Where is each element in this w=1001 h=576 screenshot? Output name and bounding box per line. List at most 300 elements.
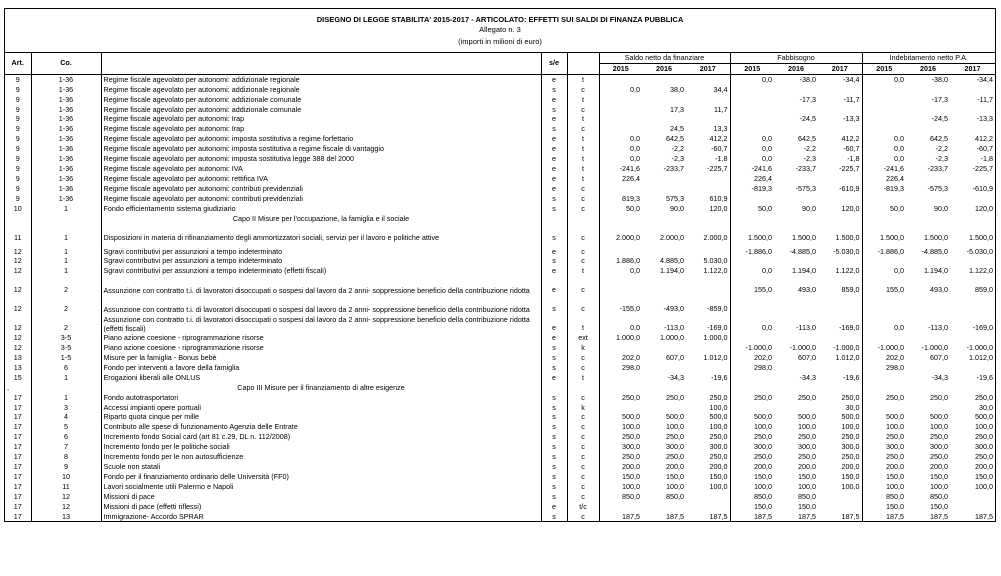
- cell-value: [818, 256, 862, 266]
- cell-value: 300,0: [818, 442, 862, 452]
- cell-type: t: [567, 134, 599, 144]
- group-indebitamento: Indebitamento netto P.A.: [862, 53, 995, 63]
- cell-value: 412,2: [686, 134, 730, 144]
- cell-co: 1-36: [31, 154, 101, 164]
- cell-value: 250,0: [666, 392, 684, 402]
- cell-value: 1.886,0: [616, 256, 640, 266]
- cell-value: [599, 383, 642, 393]
- sheet-title: DISEGNO DI LEGGE STABILITA' 2015-2017 - ARTICOLATO: EFFETTI SUI SALDI DI FINANZA PUBBLICA: [316, 15, 684, 24]
- cell-se: s: [541, 442, 567, 452]
- table-row: [5, 223, 995, 242]
- cell-value: [906, 105, 950, 115]
- cell-desc: Sgravi contributivi per assunzioni a tempo indeterminato (effetti fiscali): [101, 266, 541, 276]
- cell-value: -17,3: [931, 94, 949, 104]
- cell-value: 100,0: [798, 422, 817, 432]
- cell-se: s: [541, 432, 567, 442]
- cell-type: c: [567, 432, 599, 442]
- cell-value: [642, 174, 686, 184]
- cell-art: 9: [5, 114, 31, 124]
- cell-value: 250,0: [798, 452, 817, 462]
- cell-co: 2: [31, 295, 101, 314]
- cell-desc: Regime fiscale agevolato per autonomi: addizionale regionale: [101, 85, 541, 95]
- cell-value: [774, 333, 818, 343]
- cell-value: 298,0: [754, 362, 773, 372]
- table-row: [5, 114, 995, 124]
- cell-value: [950, 383, 995, 393]
- cell-type: c: [567, 256, 599, 266]
- cell-value: 100,0: [930, 481, 949, 491]
- table-row: [5, 403, 995, 413]
- table-row: [5, 184, 995, 194]
- cell-se: s: [541, 482, 567, 492]
- cell-value: 200,0: [930, 462, 949, 471]
- cell-value: [642, 242, 686, 256]
- cell-desc: Assunzione con contratto t.i. di lavoratori disoccupati o sospesi dal lavoro da 2 anni- soppressione beneficio della contribuzione ridotta (effetti fiscali): [101, 314, 541, 333]
- cell-value: 187,5: [886, 511, 905, 521]
- cell-value: 1.012,0: [969, 353, 994, 363]
- cell-value: 0,0: [630, 154, 640, 164]
- cell-co: 1-36: [31, 134, 101, 144]
- cell-value: 250,0: [686, 393, 730, 403]
- cell-value: 850,0: [930, 491, 949, 501]
- cell-co: 3: [31, 403, 101, 413]
- year-header: 2016: [906, 63, 950, 74]
- cell-value: 100,0: [886, 481, 905, 491]
- cell-type: c: [567, 204, 599, 214]
- cell-type: c: [567, 353, 599, 363]
- cell-value: [774, 403, 818, 413]
- cell-value: 0,0: [762, 154, 773, 164]
- cell-art: ,: [5, 383, 31, 393]
- cell-type: t: [567, 95, 599, 105]
- cell-value: 642,5: [798, 134, 817, 144]
- cell-value: [774, 124, 818, 134]
- cell-type: c: [567, 472, 599, 482]
- cell-value: [599, 214, 642, 224]
- table-row: [5, 363, 995, 373]
- table-row: [5, 174, 995, 184]
- effects-table: [5, 53, 995, 521]
- cell-value: -24,5: [931, 114, 949, 124]
- cell-co: 1-36: [31, 194, 101, 204]
- cell-desc: Accessi impianti opere portuali: [101, 403, 541, 413]
- cell-se: s: [541, 412, 567, 422]
- table-body: [5, 74, 995, 521]
- cell-value: 200,0: [798, 462, 817, 471]
- cell-desc: Fondo per il finanziamento ordinario delle Università (FF0): [101, 472, 541, 482]
- year-header: 2015: [730, 63, 774, 74]
- cell-value: [686, 502, 730, 512]
- cell-value: [686, 343, 730, 353]
- cell-desc: Missioni di pace (effetti riflessi): [101, 502, 541, 512]
- cell-value: 250,0: [930, 452, 949, 462]
- cell-value: 100,0: [686, 422, 730, 432]
- cell-value: [642, 343, 686, 353]
- cell-se: s: [541, 422, 567, 432]
- cell-se: s: [541, 124, 567, 134]
- cell-value: -233,7: [663, 163, 684, 173]
- cell-value: -1,8: [980, 154, 994, 164]
- cell-type: c: [567, 492, 599, 502]
- cell-type: k: [567, 403, 599, 413]
- cell-art: 17: [5, 492, 31, 502]
- cell-art: 9: [5, 134, 31, 144]
- cell-value: -2,3: [935, 154, 949, 164]
- cell-type: c: [567, 276, 599, 295]
- cell-co: 1: [31, 393, 101, 403]
- cell-art: 17: [5, 403, 31, 413]
- cell-value: [599, 502, 642, 512]
- cell-value: 607,0: [798, 353, 817, 363]
- cell-co: 12: [31, 502, 101, 512]
- cell-value: 300,0: [798, 442, 817, 452]
- sheet-header: [5, 9, 995, 53]
- cell-value: 250,0: [975, 432, 994, 442]
- cell-se: s: [541, 492, 567, 502]
- cell-co: 1: [31, 204, 101, 214]
- cell-value: 100,0: [975, 422, 994, 432]
- units-label: (importi in milioni di euro): [458, 37, 542, 46]
- cell-value: [862, 124, 906, 134]
- cell-value: 493,0: [930, 285, 949, 295]
- cell-desc: Incremento fondo per le non autosufficienze: [101, 452, 541, 462]
- cell-value: [862, 105, 906, 115]
- cell-value: -38,0: [931, 74, 949, 84]
- cell-desc: Contributo alle spese di funzionamento Agenzia delle Entrate: [101, 422, 541, 432]
- cell-se: s: [541, 223, 567, 242]
- cell-value: [906, 85, 950, 95]
- year-header: 2016: [774, 63, 818, 74]
- cell-value: [906, 256, 950, 266]
- cell-art: 9: [5, 154, 31, 164]
- cell-art: 17: [5, 432, 31, 442]
- cell-type: t: [567, 74, 599, 84]
- cell-value: [599, 74, 642, 84]
- cell-value: 250,0: [886, 432, 905, 442]
- cell-value: 150,0: [666, 471, 684, 481]
- cell-value: 2.000,0: [616, 232, 640, 242]
- cell-value: 50,0: [890, 203, 905, 213]
- cell-value: 250,0: [886, 392, 905, 402]
- cell-value: [818, 502, 862, 512]
- cell-value: 100,0: [622, 422, 640, 432]
- cell-value: 819,3: [622, 193, 640, 203]
- cell-value: [818, 383, 862, 393]
- cell-value: -169,0: [972, 323, 994, 333]
- cell-value: -38,0: [799, 74, 817, 84]
- cell-value: 250,0: [754, 392, 773, 402]
- table-row: [5, 85, 995, 95]
- cell-co: 4: [31, 412, 101, 422]
- cell-value: 50,0: [626, 203, 640, 213]
- cell-value: 412,2: [818, 134, 862, 144]
- cell-art: 9: [5, 184, 31, 194]
- cell-value: [906, 214, 950, 224]
- cell-value: 0,0: [894, 144, 905, 154]
- cell-value: [818, 194, 862, 204]
- cell-value: [599, 373, 642, 383]
- cell-co: 12: [31, 492, 101, 502]
- chapter-title: Capo II Misure per l'occupazione, la famiglia e il sociale: [101, 214, 541, 224]
- cell-value: 0,0: [894, 134, 905, 144]
- cell-value: 500,0: [622, 412, 640, 422]
- cell-value: [730, 403, 774, 413]
- cell-value: [818, 105, 862, 115]
- cell-value: 1.122,0: [818, 266, 862, 276]
- table-row: [5, 472, 995, 482]
- cell-value: 0,0: [762, 134, 773, 144]
- cell-co: 1-36: [31, 105, 101, 115]
- cell-value: -241,6: [883, 163, 905, 173]
- cell-value: [686, 95, 730, 105]
- cell-art: 13: [5, 353, 31, 363]
- cell-value: 100,0: [686, 403, 730, 413]
- table-row: [5, 482, 995, 492]
- cell-art: 12: [5, 256, 31, 266]
- cell-value: [862, 194, 906, 204]
- cell-co: 1-5: [31, 353, 101, 363]
- cell-value: [774, 105, 818, 115]
- cell-desc: Regime fiscale agevolato per autonomi: addizionale comunale: [101, 95, 541, 105]
- cell-value: [818, 85, 862, 95]
- cell-value: -19,6: [686, 373, 730, 383]
- cell-value: [730, 194, 774, 204]
- cell-value: [642, 403, 686, 413]
- cell-value: 250,0: [930, 392, 949, 402]
- cell-value: [862, 214, 906, 224]
- cell-value: 850,0: [622, 491, 640, 501]
- cell-value: [950, 214, 995, 224]
- cell-value: 200,0: [622, 462, 640, 471]
- cell-value: 1.500,0: [792, 232, 817, 242]
- cell-type: c: [567, 442, 599, 452]
- cell-value: 0,0: [630, 84, 640, 94]
- cell-value: [862, 383, 906, 393]
- cell-type: c: [567, 363, 599, 373]
- cell-value: [774, 174, 818, 184]
- table-row: [5, 266, 995, 276]
- cell-value: [906, 194, 950, 204]
- cell-type: [567, 214, 599, 224]
- cell-value: 493,0: [798, 285, 817, 295]
- table-row: [5, 333, 995, 343]
- cell-value: 250,0: [798, 432, 817, 442]
- cell-type: c: [567, 124, 599, 134]
- cell-value: 575,3: [666, 193, 684, 203]
- cell-value: [642, 214, 686, 224]
- cell-art: 9: [5, 95, 31, 105]
- cell-value: -4.885,0: [921, 246, 949, 256]
- cell-value: 5.030,0: [686, 256, 730, 266]
- cell-type: c: [567, 422, 599, 432]
- cell-value: [862, 256, 906, 266]
- cell-value: -60,7: [976, 144, 994, 154]
- cell-type: ext: [567, 333, 599, 343]
- table-row: [5, 154, 995, 164]
- cell-value: 1.122,0: [969, 266, 994, 276]
- cell-value: 0,0: [630, 266, 640, 276]
- cell-value: 250,0: [818, 393, 862, 403]
- cell-desc: Lavori socialmente utili Palermo e Napoli: [101, 482, 541, 492]
- cell-value: 150,0: [798, 501, 817, 511]
- cell-value: 250,0: [622, 432, 640, 442]
- cell-type: c: [567, 482, 599, 492]
- cell-value: [950, 174, 995, 184]
- cell-type: t: [567, 144, 599, 154]
- cell-value: -1.000,0: [877, 343, 905, 353]
- table-row: [5, 412, 995, 422]
- cell-value: [686, 174, 730, 184]
- cell-desc: Missioni di pace: [101, 492, 541, 502]
- cell-co: 2: [31, 314, 101, 333]
- cell-se: s: [541, 403, 567, 413]
- cell-value: 90,0: [934, 203, 949, 213]
- cell-value: 607,0: [930, 353, 949, 363]
- cell-value: 850,0: [754, 491, 773, 501]
- cell-value: 150,0: [818, 472, 862, 482]
- cell-value: 187,5: [622, 511, 640, 521]
- table-row: [5, 452, 995, 462]
- year-header: 2016: [642, 63, 686, 74]
- cell-value: 202,0: [886, 353, 905, 363]
- table-row: [5, 242, 995, 256]
- cell-value: 500,0: [666, 412, 684, 422]
- cell-value: 1.500,0: [924, 232, 949, 242]
- group-saldo: Saldo netto da finanziare: [599, 53, 730, 63]
- cell-se: s: [541, 105, 567, 115]
- cell-value: 1.012,0: [818, 353, 862, 363]
- cell-desc: Disposizioni in materia di rifinanziamento degli ammortizzatori sociali, servizi per il lavoro e politiche attive: [101, 223, 541, 242]
- cell-value: -1,8: [686, 154, 730, 164]
- cell-value: 120,0: [975, 203, 994, 213]
- cell-value: 1.500,0: [969, 232, 994, 242]
- cell-type: c: [567, 393, 599, 403]
- chapter-title: Capo III Misure per il finanziamento di altre esigenze: [101, 383, 541, 393]
- table-row: [5, 492, 995, 502]
- cell-type: c: [567, 412, 599, 422]
- table-row: [5, 314, 995, 333]
- cell-value: 155,0: [886, 285, 905, 295]
- table-row: [5, 164, 995, 174]
- col-type: [567, 53, 599, 74]
- year-header: 2017: [950, 63, 995, 74]
- chapter-row: [5, 383, 995, 393]
- cell-value: [774, 214, 818, 224]
- cell-value: -575,3: [927, 183, 949, 193]
- cell-value: 187,5: [798, 511, 817, 521]
- cell-desc: Regime fiscale agevolato per autonomi: Irap: [101, 114, 541, 124]
- cell-value: 150,0: [754, 471, 773, 481]
- cell-value: [818, 363, 862, 373]
- cell-desc: Regime fiscale agevolato per autonomi: addizionale regionale: [101, 74, 541, 84]
- cell-value: 150,0: [930, 471, 949, 481]
- cell-value: [818, 333, 862, 343]
- cell-value: -1.000,0: [966, 343, 994, 353]
- table-row: [5, 105, 995, 115]
- cell-value: [599, 124, 642, 134]
- cell-value: 0,0: [762, 74, 773, 84]
- cell-value: 50,0: [758, 203, 773, 213]
- cell-desc: Sgravi contributivi per assunzioni a tempo indeterminato: [101, 242, 541, 256]
- cell-value: -169,0: [818, 314, 862, 333]
- cell-value: 100,0: [666, 481, 684, 491]
- cell-se: s: [541, 256, 567, 266]
- cell-desc: Erogazioni liberali alle ONLUS: [101, 373, 541, 383]
- cell-value: 200,0: [754, 462, 773, 471]
- cell-value: -113,0: [796, 323, 817, 333]
- table-row: [5, 353, 995, 363]
- cell-se: s: [541, 393, 567, 403]
- cell-value: 100,0: [666, 422, 684, 432]
- cell-art: 10: [5, 204, 31, 214]
- cell-co: 1-36: [31, 95, 101, 105]
- cell-co: 1-36: [31, 74, 101, 84]
- cell-value: 187,5: [666, 511, 684, 521]
- cell-value: [774, 194, 818, 204]
- cell-art: 9: [5, 164, 31, 174]
- cell-art: 17: [5, 412, 31, 422]
- cell-type: t: [567, 154, 599, 164]
- cell-se: [541, 383, 567, 393]
- cell-value: [906, 333, 950, 343]
- cell-value: [686, 492, 730, 502]
- table-row: [5, 95, 995, 105]
- cell-co: 10: [31, 472, 101, 482]
- cell-co: 8: [31, 452, 101, 462]
- cell-value: 859,0: [818, 276, 862, 295]
- cell-value: 0,0: [894, 74, 905, 84]
- cell-value: 250,0: [798, 392, 817, 402]
- cell-art: 17: [5, 512, 31, 522]
- cell-value: 250,0: [686, 452, 730, 462]
- cell-value: 1.122,0: [686, 266, 730, 276]
- cell-value: -113,0: [928, 323, 949, 333]
- cell-value: [862, 95, 906, 105]
- table-row: [5, 74, 995, 84]
- cell-value: 4.885,0: [660, 256, 684, 266]
- cell-type: t: [567, 314, 599, 333]
- cell-value: 150,0: [622, 471, 640, 481]
- cell-value: [599, 403, 642, 413]
- cell-value: 1.012,0: [686, 353, 730, 363]
- cell-value: -2,2: [803, 144, 817, 154]
- cell-value: 2.000,0: [660, 232, 684, 242]
- cell-value: 500,0: [930, 412, 949, 422]
- cell-desc: Regime fiscale agevolato per autonomi: addizionale comunale: [101, 105, 541, 115]
- cell-value: 250,0: [930, 432, 949, 442]
- cell-value: -610,9: [818, 184, 862, 194]
- cell-desc: Misure per la famiglia - Bonus bebè: [101, 353, 541, 363]
- cell-value: [642, 95, 686, 105]
- cell-type: c: [567, 85, 599, 95]
- cell-value: 100,0: [622, 481, 640, 491]
- cell-desc: Regime fiscale agevolato per autonomi: contributi previdenziali: [101, 194, 541, 204]
- cell-value: 17,3: [670, 104, 684, 114]
- cell-co: 1-36: [31, 164, 101, 174]
- cell-value: 300,0: [754, 442, 773, 452]
- cell-type: t: [567, 114, 599, 124]
- cell-art: 12: [5, 276, 31, 295]
- cell-co: 1-36: [31, 85, 101, 95]
- cell-co: [31, 383, 101, 393]
- cell-value: 226,4: [754, 173, 773, 183]
- cell-value: 250,0: [686, 432, 730, 442]
- cell-value: 1.194,0: [792, 266, 817, 276]
- cell-value: 100,0: [754, 422, 773, 432]
- cell-art: 17: [5, 462, 31, 472]
- cell-value: 0,0: [630, 144, 640, 154]
- cell-desc: Regime fiscale agevolato per autonomi: IVA: [101, 164, 541, 174]
